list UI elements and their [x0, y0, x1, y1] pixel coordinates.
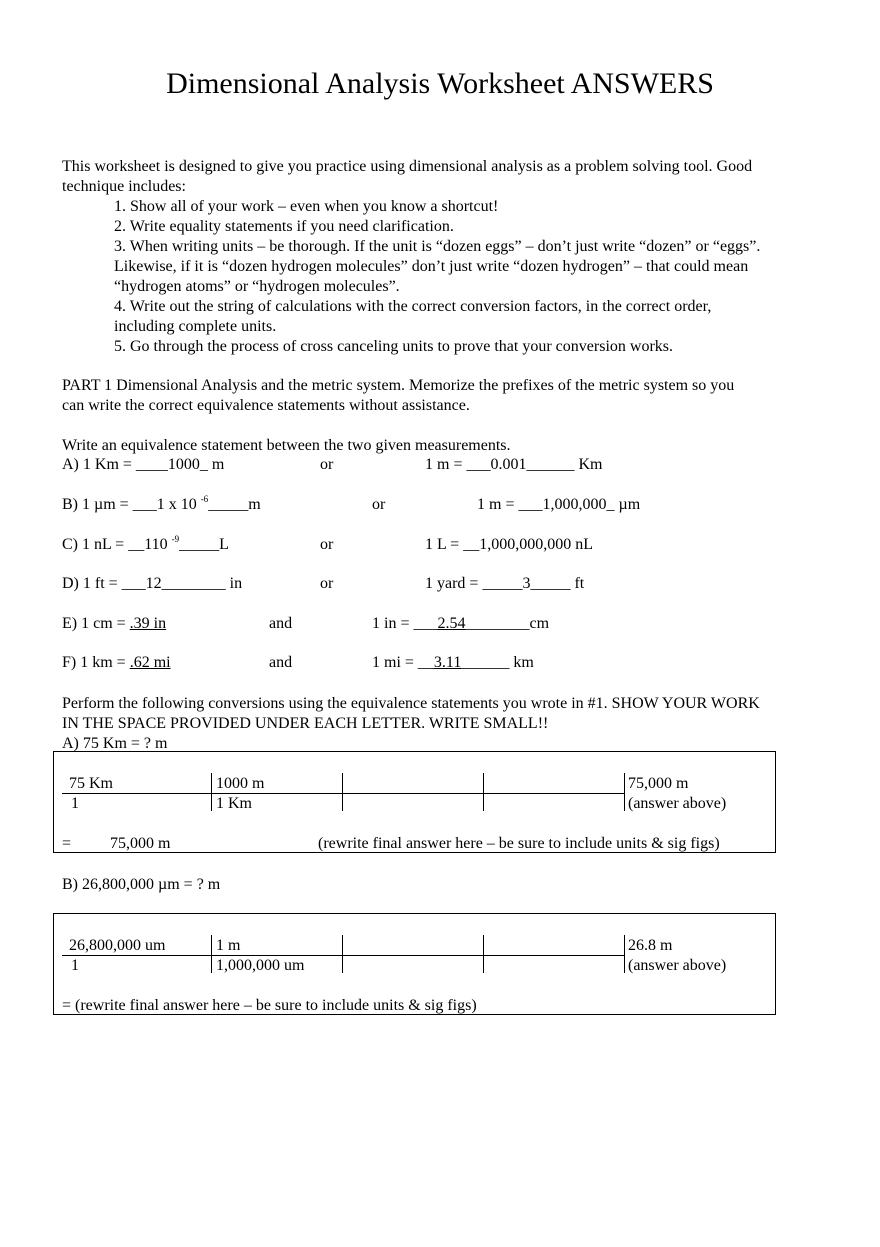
row-e-conj: and — [269, 615, 293, 632]
problem-a-final-note: (rewrite final answer here – be sure to include units & sig figs) — [318, 835, 720, 852]
problem-b-cell-bottom-5: (answer above) — [628, 957, 727, 974]
problem-a-cell-bottom-1: 1 — [71, 795, 79, 812]
intro-item-5: 5. Go through the process of cross canceling units to prove that your conversion works. — [114, 338, 673, 355]
intro-item-3-cont-2: “hydrogen atoms” or “hydrogen molecules”. — [114, 278, 400, 295]
part2-line-2: IN THE SPACE PROVIDED UNDER EACH LETTER. WRITE SMALL!! — [62, 715, 549, 732]
row-f-right-answer: 3.11 — [433, 654, 462, 671]
row-e-left: E) 1 cm = .39 in — [62, 615, 167, 632]
row-b-exponent: -6 — [200, 494, 209, 504]
problem-a-divider — [624, 773, 625, 811]
problem-b-divider — [211, 935, 212, 973]
intro-item-2: 2. Write equality statements if you need clarification. — [114, 218, 454, 235]
row-a-conj: or — [320, 456, 334, 473]
row-f-left-answer: .62 mi — [129, 654, 171, 671]
problem-a-final-answer: 75,000 m — [110, 835, 171, 852]
row-e-left-answer: .39 in — [129, 615, 167, 632]
intro-item-4-cont: including complete units. — [114, 318, 277, 335]
row-a-left: A) 1 Km = ____1000_ m — [62, 456, 225, 473]
row-f-right: 1 mi = __3.11______ km — [372, 654, 534, 671]
problem-b-cell-bottom-2: 1,000,000 um — [216, 957, 305, 974]
intro-item-3-cont-1: Likewise, if it is “dozen hydrogen molecules” don’t just write “dozen hydrogen” – that could mean — [114, 258, 749, 275]
intro-item-3: 3. When writing units – be thorough. If the unit is “dozen eggs” – don’t just write “dozen” or “eggs”. — [114, 238, 761, 255]
problem-a-divider — [342, 773, 343, 811]
intro-line-2: technique includes: — [62, 178, 186, 195]
row-d-left: D) 1 ft = ___12________ in — [62, 575, 243, 592]
intro-line-1: This worksheet is designed to give you practice using dimensional analysis as a problem solving tool. Good — [62, 158, 753, 175]
page-title: Dimensional Analysis Worksheet ANSWERS — [166, 67, 714, 100]
part1-line-2: can write the correct equivalence statements without assistance. — [62, 397, 470, 414]
problem-b-final-note: = (rewrite final answer here – be sure to include units & sig figs) — [62, 997, 477, 1014]
row-b-conj: or — [372, 496, 386, 513]
problem-a-cell-top-1: 75 Km — [69, 775, 113, 792]
row-a-right: 1 m = ___0.001______ Km — [425, 456, 603, 473]
problem-b-divider — [342, 935, 343, 973]
problem-a-cell-top-5: 75,000 m — [628, 775, 689, 792]
row-b-right: 1 m = ___1,000,000_ µm — [477, 496, 641, 513]
problem-b-cell-top-2: 1 m — [216, 937, 241, 954]
row-c-left: C) 1 nL = __110 $^{-9}$_____L — [62, 534, 229, 553]
problem-b-label: B) 26,800,000 µm = ? m — [62, 876, 221, 893]
problem-a-final-equals: = — [62, 835, 72, 852]
part1-instruction: Write an equivalence statement between the two given measurements. — [62, 437, 511, 454]
row-c-right: 1 L = __1,000,000,000 nL — [425, 536, 593, 553]
part2-line-1: Perform the following conversions using the equivalence statements you wrote in #1. SHOW YOUR WORK — [62, 695, 760, 712]
row-c-conj: or — [320, 536, 334, 553]
problem-b-cell-bottom-1: 1 — [71, 957, 79, 974]
row-b-left: B) 1 µm = ___1 x 10 $^{-6}$_____m — [62, 494, 261, 513]
row-e-right-answer: 2.54 — [437, 615, 466, 632]
row-f-conj: and — [269, 654, 293, 671]
row-d-conj: or — [320, 575, 334, 592]
problem-a-cell-top-2: 1000 m — [216, 775, 265, 792]
problem-a-divider — [483, 773, 484, 811]
row-f-left: F) 1 km = .62 mi — [62, 654, 171, 671]
problem-a-divider — [211, 773, 212, 811]
row-d-right: 1 yard = _____3_____ ft — [425, 575, 585, 592]
problem-b-divider — [483, 935, 484, 973]
intro-item-4: 4. Write out the string of calculations with the correct conversion factors, in the correct order, — [114, 298, 712, 315]
problem-a-fraction-line — [62, 793, 624, 794]
problem-b-cell-top-5: 26.8 m — [628, 937, 673, 954]
row-c-exponent: -9 — [171, 534, 180, 544]
row-e-right: 1 in = ___2.54________cm — [372, 615, 550, 632]
problem-a-label: A) 75 Km = ? m — [62, 735, 168, 752]
problem-b-cell-top-1: 26,800,000 um — [69, 937, 166, 954]
problem-a-cell-bottom-5: (answer above) — [628, 795, 727, 812]
part1-line-1: PART 1 Dimensional Analysis and the metric system. Memorize the prefixes of the metric system so you — [62, 377, 735, 394]
intro-item-1: 1. Show all of your work – even when you know a shortcut! — [114, 198, 499, 215]
problem-b-divider — [624, 935, 625, 973]
problem-a-cell-bottom-2: 1 Km — [216, 795, 252, 812]
